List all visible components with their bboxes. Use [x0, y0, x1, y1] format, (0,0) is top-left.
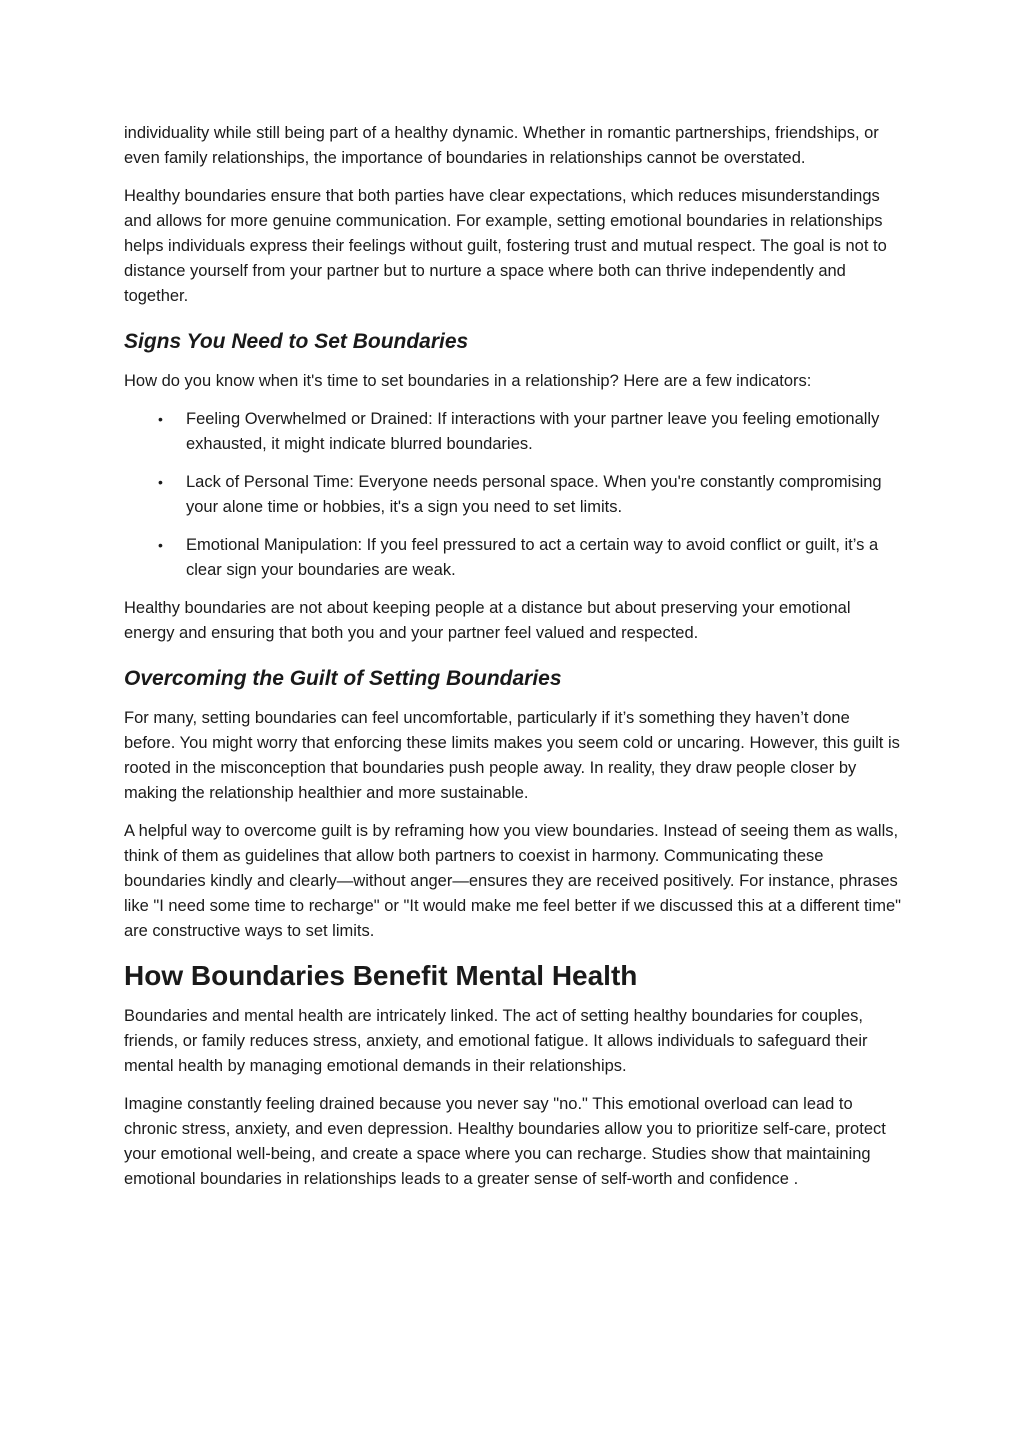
- document-page: [124, 121, 904, 1205]
- intro-paragraph-1: individuality while still being part of a healthy dynamic. Whether in romantic partnerships, friendships, or even family relationships, the importance of boundaries in relationships cannot be overstated.: [124, 124, 879, 167]
- signs-intro: How do you know when it's time to set boundaries in a relationship? Here are a few indicators:: [124, 372, 812, 390]
- signs-outro: Healthy boundaries are not about keeping people at a distance but about preserving your emotional energy and ensuring that both you and your partner feel valued and respected.: [124, 599, 851, 642]
- bullet-icon: •: [158, 411, 163, 427]
- list-item: [158, 407, 904, 457]
- guilt-paragraph-2: A helpful way to overcome guilt is by reframing how you view boundaries. Instead of seeing them as walls, think of them as guidelines that allow both partners to coexist in harmony. Communicating these boundaries kindly and clearly—without anger—ensures they are received positively. For instance, phrases like "I need some time to recharge" or "It would make me feel better if we discussed this at a different time" are constructive ways to set limits.: [124, 822, 901, 940]
- signs-list: [124, 407, 904, 583]
- list-item-text: Emotional Manipulation: If you feel pressured to act a certain way to avoid conflict or guilt, it’s a clear sign your boundaries are weak.: [186, 536, 879, 579]
- heading-mental-health: How Boundaries Benefit Mental Health: [124, 960, 638, 991]
- list-item: [158, 470, 904, 520]
- list-item-text: Lack of Personal Time: Everyone needs personal space. When you're constantly compromising your alone time or hobbies, it's a sign you need to set limits.: [186, 473, 882, 516]
- bullet-icon: •: [158, 474, 163, 490]
- list-item: [158, 533, 904, 583]
- heading-signs: Signs You Need to Set Boundaries: [124, 330, 469, 353]
- heading-guilt: Overcoming the Guilt of Setting Boundaries: [124, 667, 562, 690]
- mental-paragraph-2: Imagine constantly feeling drained because you never say "no." This emotional overload can lead to chronic stress, anxiety, and even depression. Healthy boundaries allow you to prioritize self-care, protect your emotional well-being, and create a space where you can recharge. Studies show that maintaining emotional boundaries in relationships leads to a greater sense of self-worth and confidence .: [124, 1095, 886, 1188]
- guilt-paragraph-1: For many, setting boundaries can feel uncomfortable, particularly if it’s something they haven’t done before. You might worry that enforcing these limits makes you seem cold or uncaring. However, this guilt is rooted in the misconception that boundaries push people away. In reality, they draw people closer by making the relationship healthier and more sustainable.: [124, 709, 900, 802]
- mental-paragraph-1: Boundaries and mental health are intricately linked. The act of setting healthy boundaries for couples, friends, or family reduces stress, anxiety, and emotional fatigue. It allows individuals to safeguard their mental health by managing emotional demands in their relationships.: [124, 1007, 868, 1075]
- bullet-icon: •: [158, 537, 163, 553]
- intro-paragraph-2: Healthy boundaries ensure that both parties have clear expectations, which reduces misunderstandings and allows for more genuine communication. For example, setting emotional boundaries in relationships helps individuals express their feelings without guilt, fostering trust and mutual respect. The goal is not to distance yourself from your partner but to nurture a space where both can thrive independently and together.: [124, 187, 887, 305]
- list-item-text: Feeling Overwhelmed or Drained: If interactions with your partner leave you feeling emotionally exhausted, it might indicate blurred boundaries.: [186, 410, 880, 453]
